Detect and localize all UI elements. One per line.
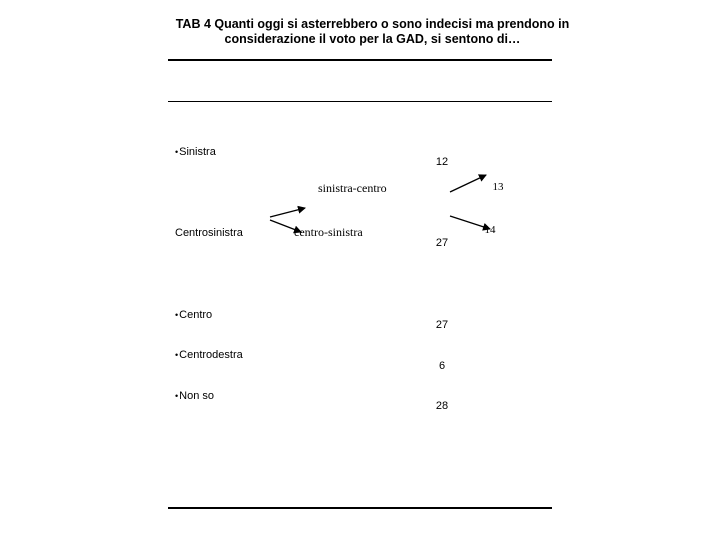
sub-label-sinistra-centro: sinistra-centro [318,181,387,195]
sub-value-sinistra-centro: 13 [492,181,504,193]
arrow-to-centro-sinistra [270,220,301,232]
row-value-non-so: 28 [435,400,449,412]
row-label-centrosinistra: Centrosinistra [175,227,243,239]
arrow-to-sinistra-centro [270,208,305,217]
arrow-to-value-14 [450,216,490,229]
row-label-centro: • Centro [175,309,212,321]
arrow-to-value-13 [450,175,486,192]
title-line-2: considerazione il voto per la GAD, si sentono di… [224,32,521,46]
row-label-centrodestra: • Centrodestra [175,349,243,361]
row-label-sinistra: • Sinistra [175,146,216,158]
row-value-centrosinistra: 27 [435,237,449,249]
row-value-centro: 27 [435,319,449,331]
row-value-sinistra: 12 [435,156,449,168]
sub-value-centro-sinistra: 14 [484,224,496,236]
sub-label-centro-sinistra: centro-sinistra [294,225,363,239]
row-label-non-so: • Non so [175,390,214,402]
title-line-1: TAB 4 Quanti oggi si asterrebbero o sono indecisi ma prendono in [175,17,570,31]
row-value-centrodestra: 6 [438,360,446,372]
